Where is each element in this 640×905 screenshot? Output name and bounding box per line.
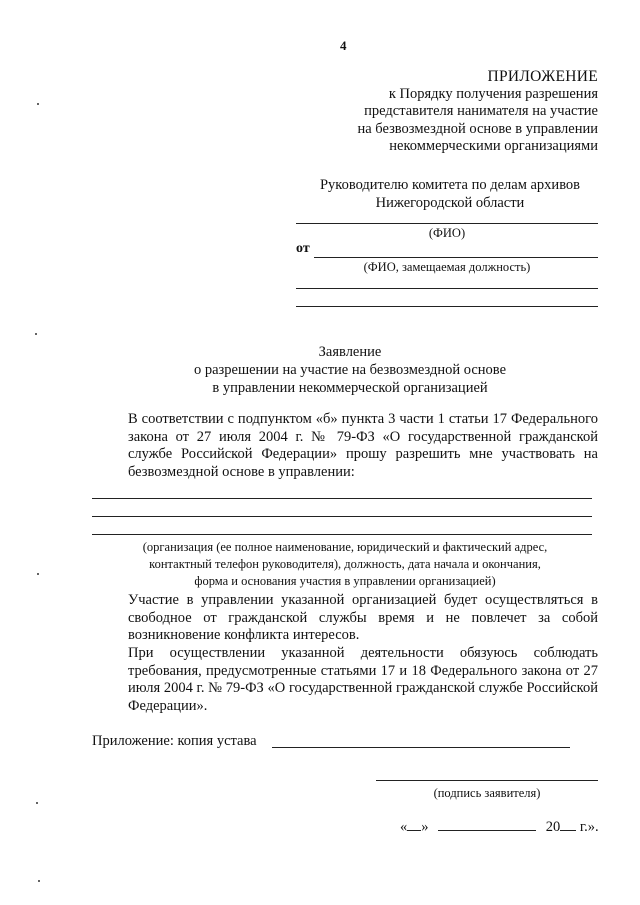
paragraph-text: В соответствии с подпунктом «б» пункта 3 части 1 статьи 17 Федерального закона от 27 июля 2004 г. № 79-ФЗ «О государственной гражданской службе Российской Федерации» прошу разрешить мне участвовать на безвозмездной основе в управлении:: [128, 411, 598, 480]
date-suffix: г.».: [579, 819, 599, 835]
statement-subtitle-line: в управлении некоммерческой организацией: [212, 380, 488, 396]
recipient-line: Нижегородской области: [375, 195, 525, 211]
date-row: [400, 818, 599, 836]
organization-line: [92, 516, 592, 517]
date-day-blank: [407, 818, 421, 831]
date-close-quote: »: [421, 819, 429, 835]
from-label: от: [296, 241, 310, 256]
paragraph-obligation: [92, 645, 598, 715]
recipient-line: Руководителю комитета по делам архивов: [319, 177, 581, 193]
appendix-title: ПРИЛОЖЕНИЕ: [487, 68, 598, 85]
organization-caption-line: форма и основания участия в управлении организацией): [194, 574, 496, 588]
signature-line: [376, 780, 598, 781]
margin-dot: [37, 573, 39, 575]
margin-dot: [35, 333, 37, 335]
appendix-block: [357, 68, 598, 156]
annex-line: [272, 747, 570, 748]
organization-line: [92, 498, 592, 499]
date-year-prefix: 20: [545, 819, 561, 835]
paragraph-request: [92, 411, 598, 481]
organization-line: [92, 534, 592, 535]
statement-title: Заявление: [318, 344, 382, 360]
appendix-line: некоммерческими организациями: [389, 138, 598, 154]
appendix-line: представителя нанимателя на участие: [364, 103, 598, 119]
appendix-line: на безвозмездной основе в управлении: [357, 120, 598, 137]
appendix-line: к Порядку получения разрешения: [388, 85, 598, 102]
margin-dot: [36, 802, 38, 804]
from-extra-line: [296, 288, 598, 289]
from-caption: (ФИО, замещаемая должность): [363, 260, 531, 274]
statement-heading: [100, 343, 600, 397]
date-open-quote: «: [400, 819, 408, 835]
date-year-blank: [560, 818, 576, 831]
from-extra-line: [296, 306, 598, 307]
margin-dot: [38, 880, 40, 882]
from-line: [314, 257, 598, 258]
statement-subtitle-line: о разрешении на участие на безвозмездной основе: [193, 362, 507, 378]
annex-label: Приложение: копия устава: [92, 733, 257, 749]
fio-caption: (ФИО): [428, 226, 466, 240]
organization-caption-line: контактный телефон руководителя), должность, дата начала и окончания,: [149, 557, 541, 571]
margin-dot: [37, 103, 39, 105]
organization-caption-line: (организация (ее полное наименование, юридический и фактический адрес,: [142, 540, 548, 554]
paragraph-participation: [92, 592, 598, 645]
page-number: 4: [340, 38, 347, 53]
date-month-blank: [438, 818, 536, 831]
signature-caption: (подпись заявителя): [433, 786, 541, 800]
paragraph-text: Участие в управлении указанной организацией будет осуществляться в свободное от гражданской службы время и не повлечет за собой возникновение конфликта интересов.: [128, 592, 598, 643]
recipient-block: [300, 176, 600, 212]
fio-line: [296, 223, 598, 224]
organization-caption: [92, 539, 598, 590]
paragraph-text: При осуществлении указанной деятельности обязуюсь соблюдать требования, предусмотренные статьями 17 и 18 Федерального закона от 27 июля 2004 г. № 79-ФЗ «О государственной гражданской службе Российской Федерации».: [128, 645, 598, 714]
